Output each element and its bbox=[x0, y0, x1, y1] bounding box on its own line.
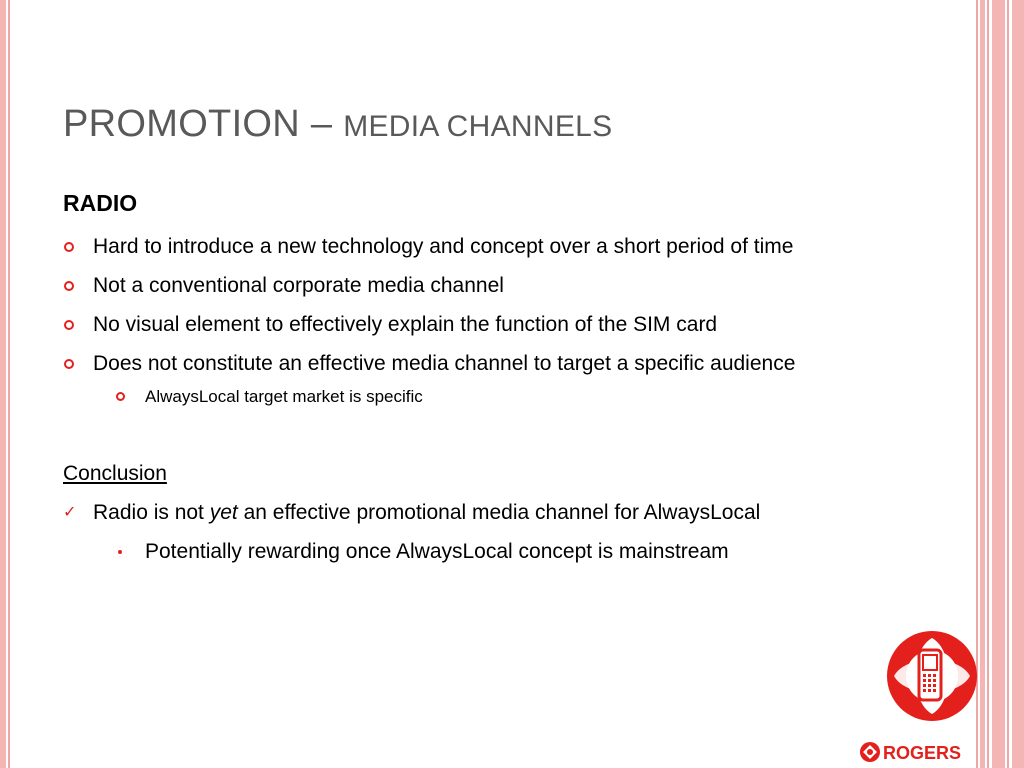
conclusion-sub-text: Potentially rewarding once AlwaysLocal concept is mainstream bbox=[145, 540, 729, 563]
bullet-text: Does not constitute an effective media channel to target a specific audience bbox=[93, 352, 796, 375]
conclusion-item bbox=[63, 493, 963, 532]
bullet-dot-icon bbox=[118, 550, 122, 554]
sub-bullet-text: AlwaysLocal target market is specific bbox=[145, 387, 423, 406]
bullet-ring-icon bbox=[64, 242, 74, 252]
bullet-item bbox=[63, 344, 963, 383]
right-decorative-border bbox=[976, 0, 1024, 768]
slide-content bbox=[63, 186, 963, 571]
conclusion-heading: Conclusion bbox=[63, 462, 167, 485]
bullet-item bbox=[63, 266, 963, 305]
brand-name: ROGERS bbox=[883, 743, 962, 763]
checkmark-icon: ✓ bbox=[63, 504, 77, 521]
rogers-wordmark bbox=[858, 738, 968, 766]
section-heading: RADIO bbox=[63, 190, 138, 216]
bullet-text: No visual element to effectively explain the function of the SIM card bbox=[93, 313, 718, 336]
bullet-ring-icon bbox=[64, 359, 74, 369]
slide-title bbox=[63, 103, 612, 146]
conclusion-text-emphasis: yet bbox=[209, 501, 238, 524]
conclusion-text-after: an effective promotional media channel for AlwaysLocal bbox=[237, 501, 761, 524]
bullet-text: Not a conventional corporate media channel bbox=[93, 274, 504, 297]
bullet-ring-icon bbox=[116, 392, 125, 401]
sub-bullet-item bbox=[63, 383, 963, 417]
bullet-item bbox=[63, 227, 963, 266]
rogers-phone-emblem-icon bbox=[884, 628, 980, 724]
slide-title-main: PROMOTION – bbox=[63, 103, 344, 145]
slide-title-sub: MEDIA CHANNELS bbox=[343, 110, 613, 143]
bullet-item bbox=[63, 305, 963, 344]
bullet-ring-icon bbox=[64, 281, 74, 291]
bullet-text: Hard to introduce a new technology and concept over a short period of time bbox=[93, 235, 794, 258]
conclusion-sub-item bbox=[63, 532, 963, 571]
conclusion-text-before: Radio is not bbox=[93, 501, 210, 524]
bullet-ring-icon bbox=[64, 320, 74, 330]
left-decorative-border bbox=[0, 0, 12, 768]
